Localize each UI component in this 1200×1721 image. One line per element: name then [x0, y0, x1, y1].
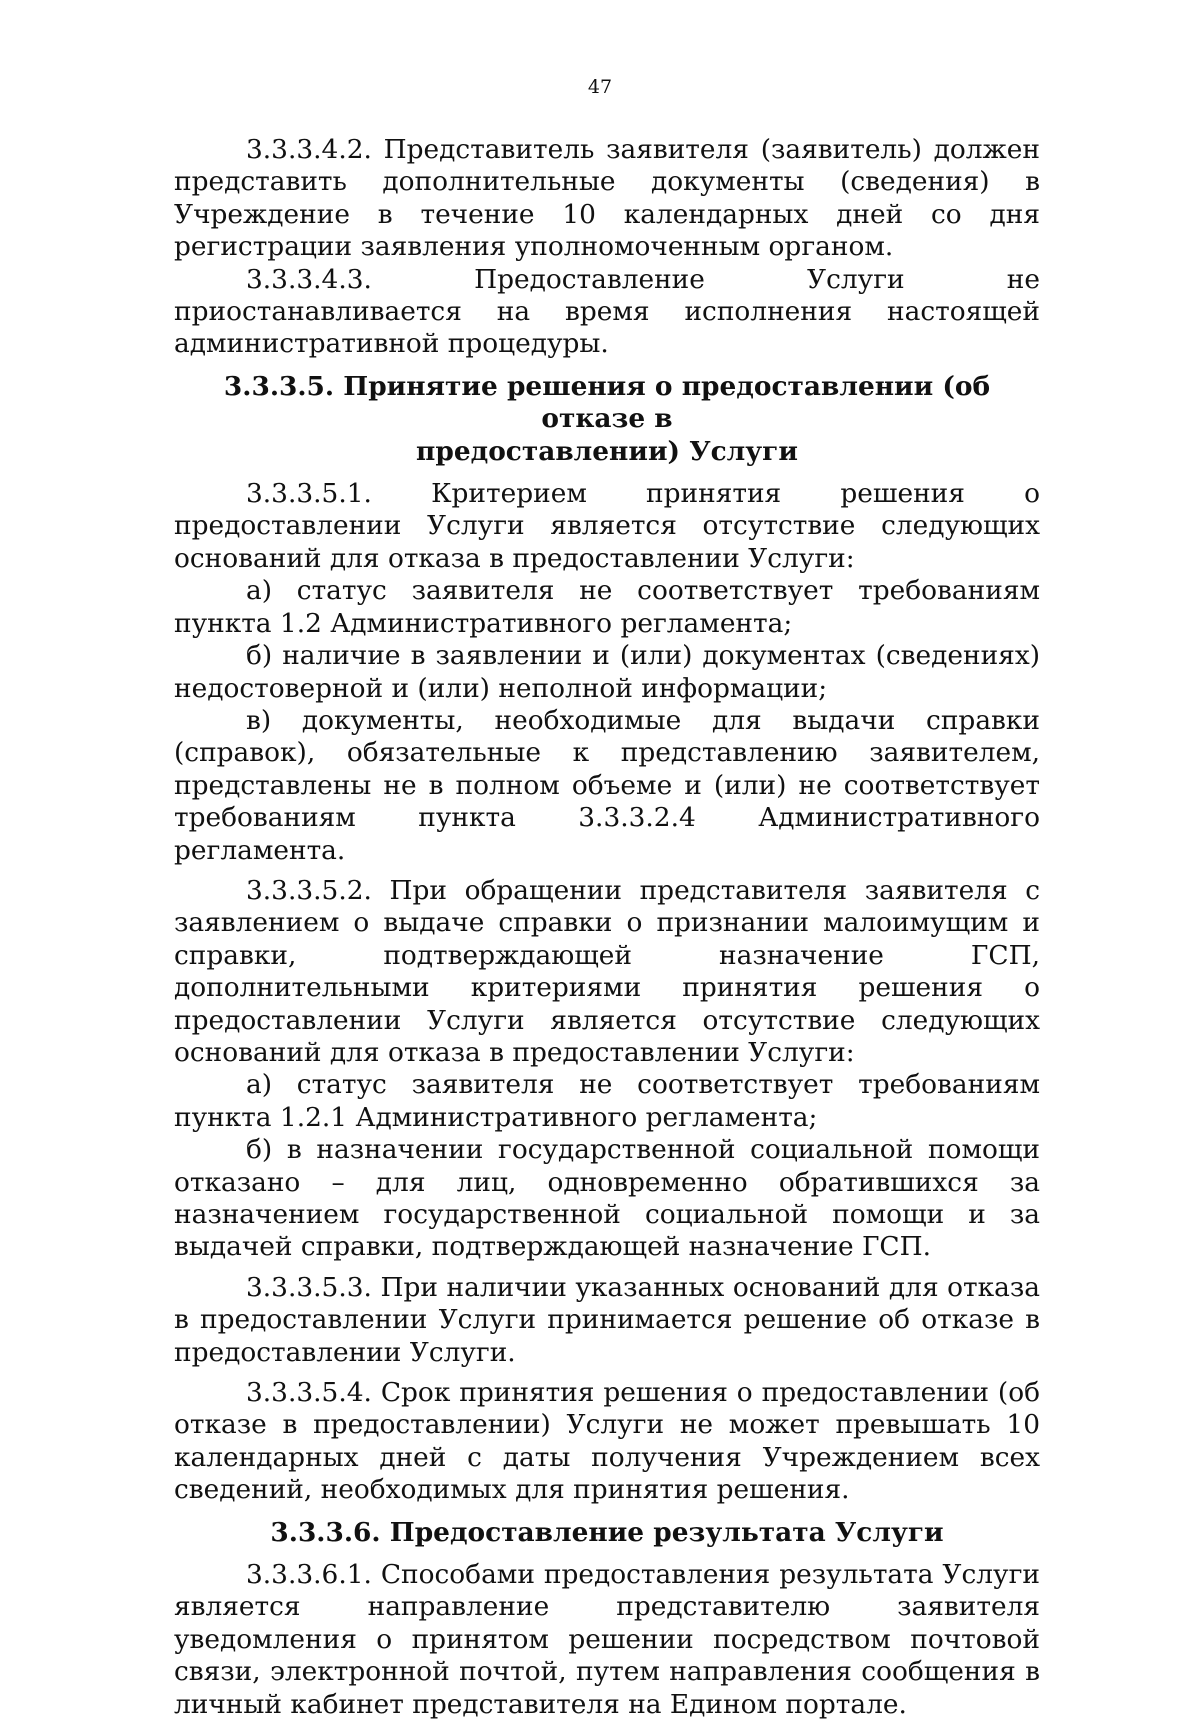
paragraph-3-3-3-6-1: 3.3.3.6.1. Способами предоставления результата Услуги является направление представителю заявителя уведомления о принятом решении посредством почтовой связи, электронной почтой, путем направления сообщения в личный кабинет представителя на Едином портале.: [174, 1559, 1040, 1720]
list-item-b: б) наличие в заявлении и (или) документах (сведениях) недостоверной и (или) неполной информации;: [174, 640, 1040, 704]
section-heading-line: предоставлении) Услуги: [416, 435, 798, 467]
section-heading-3-3-3-5: [174, 371, 1040, 468]
list-item-b: б) в назначении государственной социальной помощи отказано – для лиц, одновременно обратившихся за назначением государственной социальной помощи и за выдачей справки, подтверждающей назначение ГСП.: [174, 1134, 1040, 1263]
paragraph-3-3-3-5-3: 3.3.3.5.3. При наличии указанных оснований для отказа в предоставлении Услуги принимается решение об отказе в предоставлении Услуги.: [174, 1271, 1040, 1368]
paragraph-3-3-3-5-4: 3.3.3.5.4. Срок принятия решения о предоставлении (об отказе в предоставлении) Услуги не может превышать 10 календарных дней с даты получения Учреждением всех сведений, необходимых для принятия решения.: [174, 1377, 1040, 1506]
page-number: 47: [587, 76, 613, 98]
paragraph-3-3-3-5-2: 3.3.3.5.2. При обращении представителя заявителя с заявлением о выдаче справки о признании малоимущим и справки, подтверждающей назначение ГСП, дополнительными критериями принятия решения о предоставлении Услуги является отсутствие следующих оснований для отказа в предоставлении Услуги:: [174, 874, 1040, 1068]
document-body: [174, 134, 1040, 1721]
section-heading-line: 3.3.3.6. Предоставление результата Услуги: [270, 1516, 944, 1548]
list-item-a: а) статус заявителя не соответствует требованиям пункта 1.2.1 Административного регламента;: [174, 1069, 1040, 1133]
section-heading-line: 3.3.3.5. Принятие решения о предоставлении (об отказе в: [223, 370, 991, 435]
list-item-a: а) статус заявителя не соответствует требованиям пункта 1.2 Административного регламента;: [174, 575, 1040, 639]
paragraph-3-3-3-4-2: 3.3.3.4.2. Представитель заявителя (заявитель) должен представить дополнительные документы (сведения) в Учреждение в течение 10 календарных дней со дня регистрации заявления уполномоченным органом.: [174, 134, 1040, 263]
section-heading-3-3-3-6: [174, 1517, 1040, 1549]
paragraph-3-3-3-4-3: 3.3.3.4.3. Предоставление Услуги не приостанавливается на время исполнения настоящей административной процедуры.: [174, 263, 1040, 360]
list-item-v: в) документы, необходимые для выдачи справки (справок), обязательные к представлению заявителем, представлены не в полном объеме и (или) не соответствует требованиям пункта 3.3.3.2.4 Административного регламента.: [174, 704, 1040, 866]
paragraph-3-3-3-5-1: 3.3.3.5.1. Критерием принятия решения о предоставлении Услуги является отсутствие следующих оснований для отказа в предоставлении Услуги:: [174, 478, 1040, 574]
